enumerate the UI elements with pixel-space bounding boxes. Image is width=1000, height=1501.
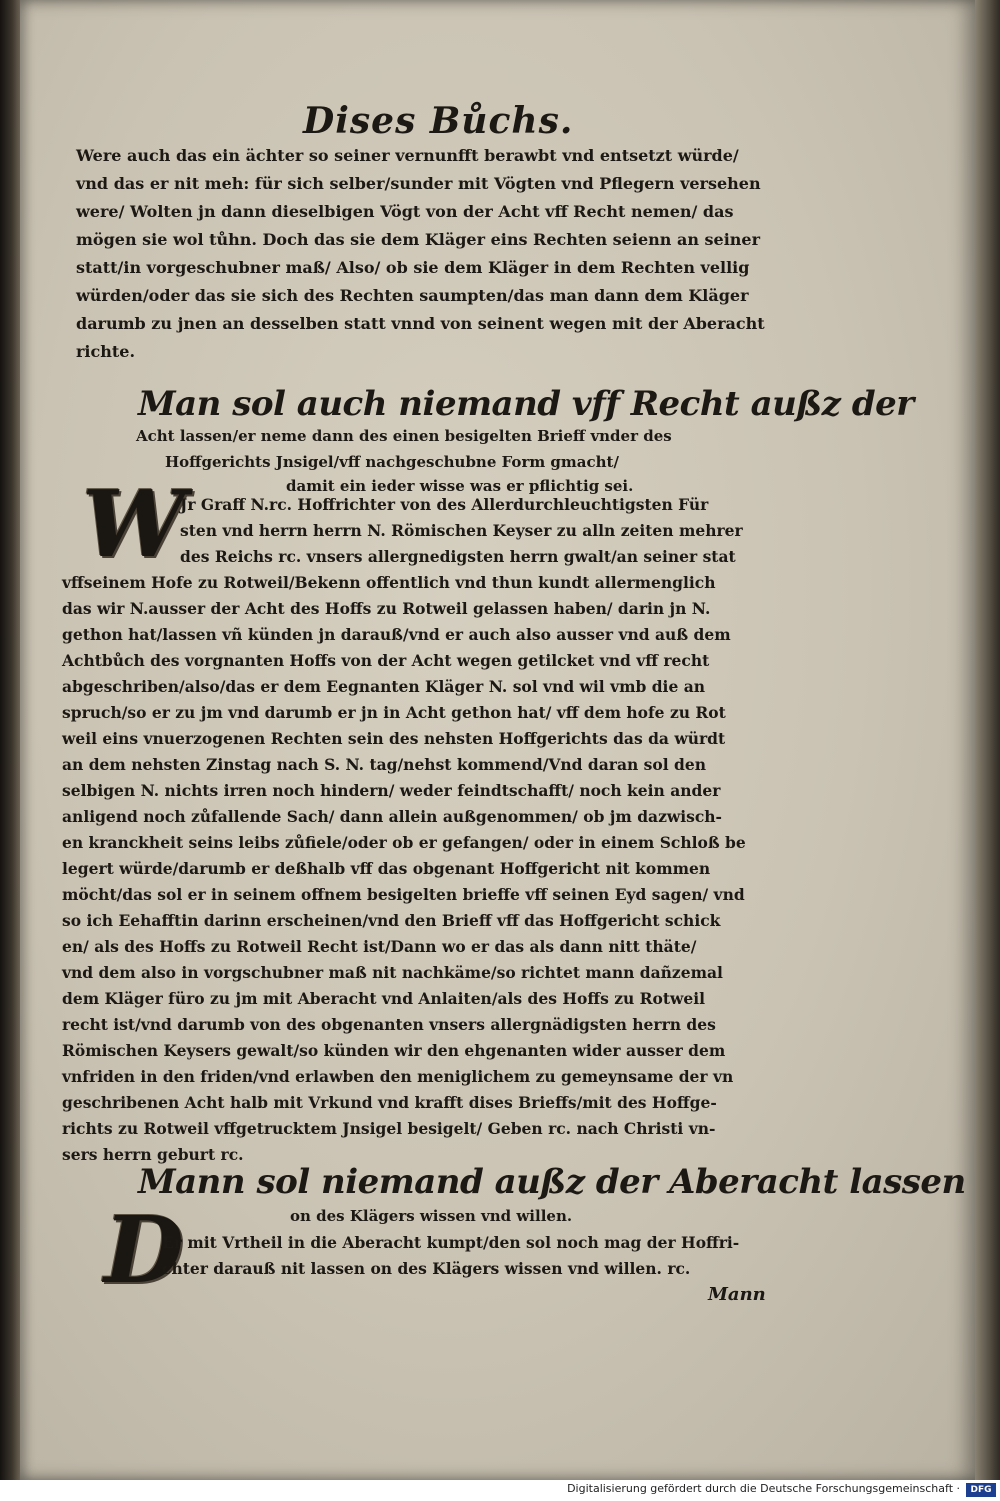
text-line: das wir N.ausser der Acht des Hoffs zu Rotweil gelassen haben/ darin jn N. <box>62 599 711 618</box>
book-right-edge <box>975 0 1000 1480</box>
text-line: vnfriden in den friden/vnd erlawben den meniglichem zu gemeynsame der vn <box>62 1067 734 1086</box>
text-line: were/ Wolten jn dann dieselbigen Vögt von der Acht vff Recht nemen/ das <box>76 202 734 221</box>
text-line: an dem nehsten Zinstag nach S. N. tag/nehst kommend/Vnd daran sol den <box>62 755 706 774</box>
text-line: des Reichs rc. vnsers allergnedigsten herrn gwalt/an seiner stat <box>180 547 736 566</box>
section-1-heading: Man sol auch niemand vff Recht außz der <box>138 384 914 424</box>
text-line: möcht/das sol er in seinem offnem besigelten brieffe vff seinen Eyd sagen/ vnd <box>62 885 745 904</box>
text-line: geschribenen Acht halb mit Vrkund vnd krafft dises Brieffs/mit des Hoffge- <box>62 1093 717 1112</box>
text-line: vnd dem also in vorgschubner maß nit nachkäme/so richtet mann dañzemal <box>62 963 723 982</box>
text-line: Jr Graff N.rc. Hoffrichter von des Allerdurchleuchtigsten Für <box>180 495 709 514</box>
text-line: en kranckheit seins leibs zůfiele/oder ob er gefangen/ oder in einem Schloß be <box>62 833 746 852</box>
text-line: Achtbůch des vorgnanten Hoffs von der Acht wegen getilcket vnd vff recht <box>62 651 710 670</box>
running-head: Dises Bůchs. <box>303 100 574 142</box>
text-line: recht ist/vnd darumb von des obgenanten vnsers allergnädigsten herrn des <box>62 1015 716 1034</box>
section-1-subheading-line: damit ein ieder wisse was er pflichtig sei. <box>286 477 634 495</box>
book-page <box>20 0 975 1480</box>
decorated-initial: W <box>82 470 186 578</box>
text-line: vnd das er nit meh: für sich selber/sunder mit Vögten vnd Pflegern versehen <box>76 174 761 193</box>
text-line: Were auch das ein ächter so seiner vernunfft berawbt vnd entsetzt würde/ <box>76 146 739 165</box>
text-line: mögen sie wol tůhn. Doch das sie dem Kläger eins Rechten seienn an seiner <box>76 230 761 249</box>
section-1-subheading-line: Hoffgerichts Jnsigel/vff nachgeschubne Form gmacht/ <box>165 453 619 471</box>
text-line: sten vnd herrn herrn N. Römischen Keyser zu alln zeiten mehrer <box>180 521 743 540</box>
text-line: darumb zu jnen an desselben statt vnnd von seinent wegen mit der Aberacht <box>76 314 765 333</box>
decorated-initial: D <box>104 1196 184 1304</box>
text-line: statt/in vorgeschubner maß/ Also/ ob sie dem Kläger in dem Rechten vellig <box>76 258 750 277</box>
text-line: chter darauß nit lassen on des Klägers wissen vnd willen. rc. <box>162 1259 691 1278</box>
text-line: richts zu Rotweil vffgetrucktem Jnsigel besigelt/ Geben rc. nach Christi vn- <box>62 1119 716 1138</box>
text-line: vffseinem Hofe zu Rotweil/Bekenn offentlich vnd thun kundt allermenglich <box>62 573 716 592</box>
section-1-subheading-line: Acht lassen/er neme dann des einen besigelten Brieff vnder des <box>136 427 672 445</box>
paragraph-1 <box>76 142 765 366</box>
text-line: Er mit Vrtheil in die Aberacht kumpt/den sol noch mag der Hoffri- <box>162 1233 740 1252</box>
text-line: Römischen Keysers gewalt/so künden wir den ehgenanten wider ausser dem <box>62 1041 726 1060</box>
text-line: spruch/so er zu jm vnd darumb er jn in Acht gethon hat/ vff dem hofe zu Rot <box>62 703 726 722</box>
text-line: legert würde/darumb er deßhalb vff das obgenant Hoffgericht nit kommen <box>62 859 711 878</box>
text-line: selbigen N. nichts irren noch hindern/ weder feindtschafft/ noch kein ander <box>62 781 721 800</box>
text-line: gethon hat/lassen vñ künden jn darauß/vnd er auch also ausser vnd auß dem <box>62 625 731 644</box>
text-line: so ich Eehafftin darinn erscheinen/vnd den Brieff vff das Hoffgericht schick <box>62 911 721 930</box>
text-line: en/ als des Hoffs zu Rotweil Recht ist/Dann wo er das als dann nitt thäte/ <box>62 937 697 956</box>
text-line: dem Kläger füro zu jm mit Aberacht vnd Anlaiten/als des Hoffs zu Rotweil <box>62 989 706 1008</box>
section-2-subheading: on des Klägers wissen vnd willen. <box>290 1207 573 1225</box>
text-line: weil eins vnuerzogenen Rechten sein des nehsten Hoffgerichts das da würdt <box>62 729 726 748</box>
book-left-edge <box>0 0 20 1501</box>
dfg-logo: DFG <box>966 1483 996 1497</box>
section-2-heading: Mann sol niemand außz der Aberacht lassen <box>138 1162 966 1202</box>
text-line: richte. <box>76 342 136 361</box>
text-line: anligend noch zůfallende Sach/ dann allein außgenommen/ ob jm dazwisch- <box>62 807 722 826</box>
text-line: abgeschriben/also/das er dem Eegnanten Kläger N. sol vnd wil vmb die an <box>62 677 706 696</box>
footer-strip <box>0 1480 1000 1501</box>
catchword: Mann <box>708 1284 766 1305</box>
text-line: sers herrn geburt rc. <box>62 1145 244 1164</box>
text-line: würden/oder das sie sich des Rechten saumpten/das man dann dem Kläger <box>76 286 749 305</box>
footer-credit: Digitalisierung gefördert durch die Deutsche Forschungsgemeinschaft · <box>567 1482 960 1495</box>
